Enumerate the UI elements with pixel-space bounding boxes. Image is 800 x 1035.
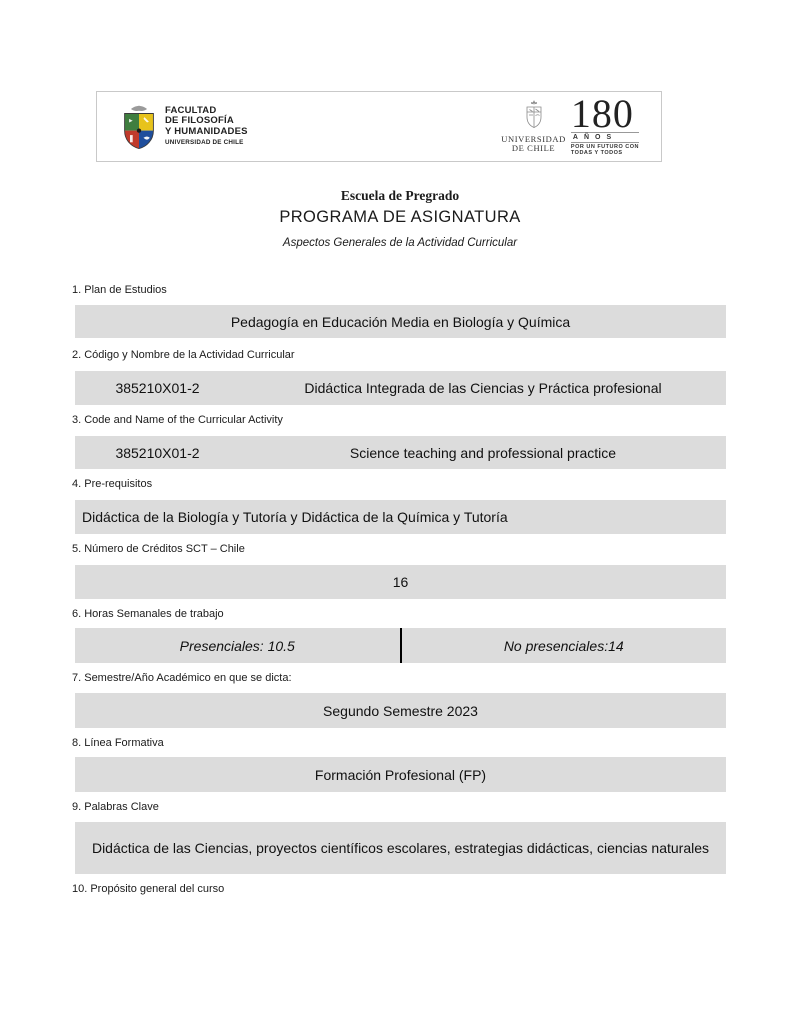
university-crest-block	[501, 97, 566, 154]
tagline-line1: POR UN FUTURO CON	[570, 143, 639, 150]
section-8-value-box	[75, 757, 726, 792]
university-name-line1: UNIVERSIDAD	[501, 133, 566, 144]
section-1-label: 1. Plan de Estudios	[72, 284, 167, 296]
course-code-en: 385210X01-2	[115, 444, 200, 461]
faculty-line1: FACULTAD	[165, 104, 217, 116]
university-crest-icon	[523, 100, 545, 130]
page-subtitle: Aspectos Generales de la Actividad Curricular	[282, 237, 518, 249]
course-code-es: 385210X01-2	[115, 380, 200, 396]
anniversary-years-label: AÑOS	[571, 132, 639, 142]
faculty-line2: DE FILOSOFÍA	[165, 115, 234, 127]
credits-value: 16	[392, 574, 409, 590]
faculty-logo-text	[165, 106, 248, 148]
section-2-label: 2. Código y Nombre de la Actividad Curricular	[72, 349, 295, 361]
school-name: Escuela de Pregrado	[340, 188, 460, 203]
section-7-label: 7. Semestre/Año Académico en que se dicta:	[72, 672, 292, 684]
faculty-logo	[121, 103, 248, 151]
header-banner	[96, 91, 662, 162]
section-10-label: 10. Propósito general del curso	[72, 883, 225, 895]
section-8-label: 8. Línea Formativa	[72, 737, 164, 749]
linea-formativa-value: Formación Profesional (FP)	[314, 766, 487, 783]
hours-presencial-value: Presenciales: 10.5	[179, 637, 295, 654]
section-4-value-box	[75, 500, 726, 534]
section-4-label: 4. Pre-requisitos	[72, 478, 153, 490]
section-3-label: 3. Code and Name of the Curricular Activity	[72, 414, 283, 426]
section-9-value-box	[75, 822, 726, 874]
section-2-value-box	[75, 371, 726, 405]
section-6-value-box	[75, 628, 726, 663]
section-1-value-box	[75, 305, 726, 338]
faculty-line3: Y HUMANIDADES	[165, 125, 248, 137]
faculty-line4: UNIVERSIDAD DE CHILE	[165, 139, 244, 147]
section-3-value-box	[75, 436, 726, 469]
section-6-label: 6. Horas Semanales de trabajo	[72, 608, 224, 620]
university-name-line2: DE CHILE	[511, 143, 556, 153]
university-logo	[501, 90, 639, 157]
hours-no-presencial-value: No presenciales:14	[503, 637, 624, 654]
semester-value: Segundo Semestre 2023	[323, 702, 478, 719]
faculty-shield-icon	[121, 103, 157, 151]
section-5-label: 5. Número de Créditos SCT – Chile	[72, 543, 245, 555]
page-title: PROGRAMA DE ASIGNATURA	[279, 208, 521, 226]
anniversary-tagline	[571, 142, 639, 157]
section-5-value-box	[75, 565, 726, 599]
prerequisites-value: Didáctica de la Biología y Tutoría y Didáctica de la Química y Tutoría	[82, 509, 508, 525]
keywords-value: Didáctica de las Ciencias, proyectos científicos escolares, estrategias didácticas, ciencias naturales	[91, 839, 710, 856]
plan-de-estudios-value: Pedagogía en Educación Media en Biología y Química	[230, 313, 571, 330]
course-name-en: Science teaching and professional practice	[349, 444, 617, 461]
anniversary-number: 180	[570, 90, 634, 136]
section-7-value-box	[75, 693, 726, 728]
section-9-label: 9. Palabras Clave	[72, 801, 159, 813]
tagline-line2: TODAS Y TODOS	[570, 150, 623, 156]
anniversary-block	[570, 90, 639, 157]
course-name-es: Didáctica Integrada de las Ciencias y Práctica profesional	[304, 380, 662, 396]
